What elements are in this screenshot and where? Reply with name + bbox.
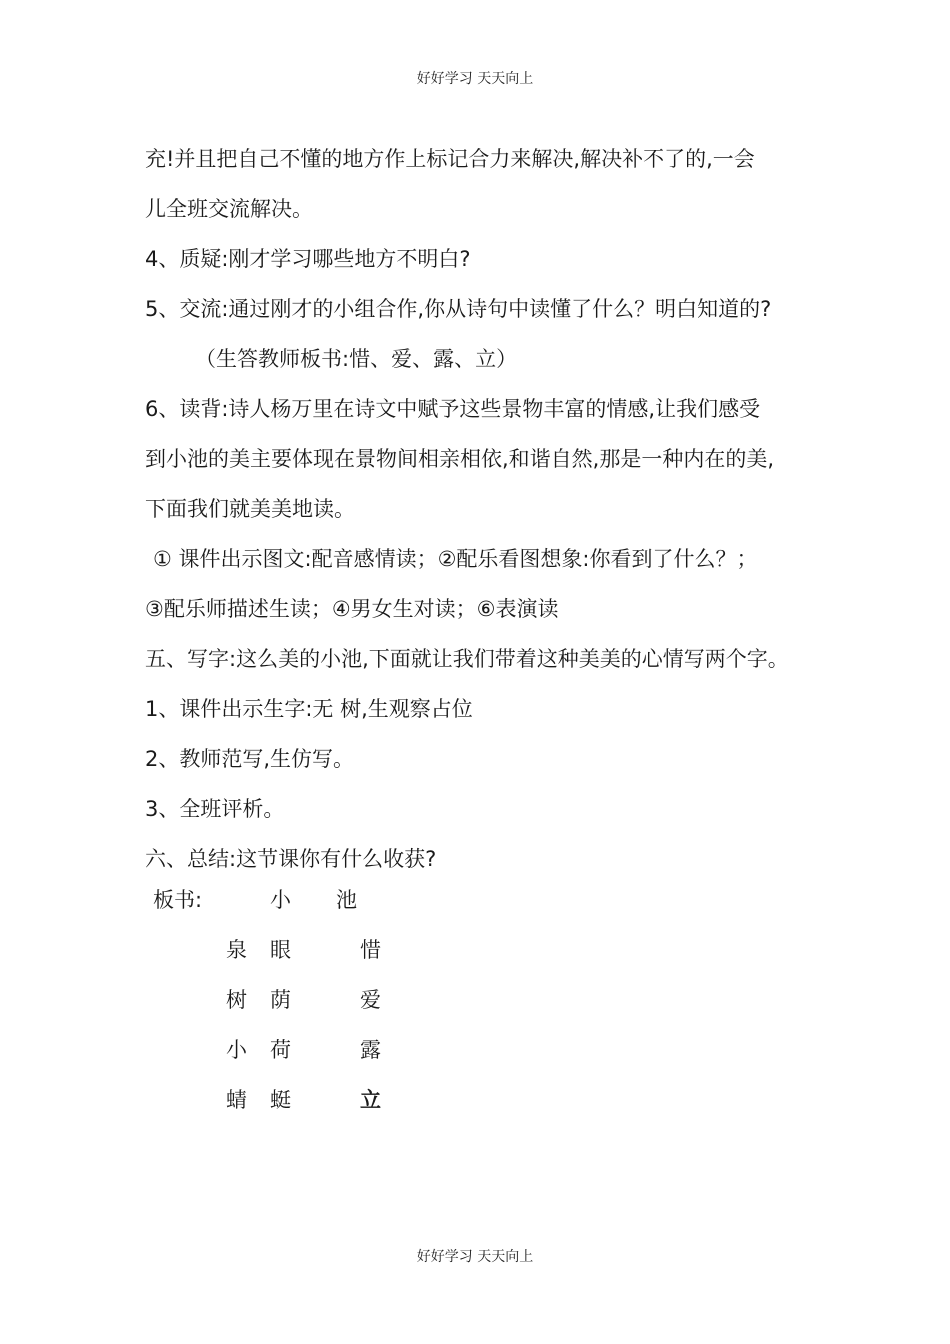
paragraph-line: 到小池的美主要体现在景物间相亲相依,和谐自然,那是一种内在的美, bbox=[145, 447, 775, 471]
board-label: 板书: bbox=[153, 888, 203, 912]
board-cell: 蜓 bbox=[270, 1088, 291, 1112]
paragraph-line: 六、总结:这节课你有什么收获? bbox=[145, 847, 437, 871]
paragraph-line: ③配乐师描述生读；④男女生对读；⑥表演读 bbox=[145, 597, 559, 621]
paragraph-line: 6、读背:诗人杨万里在诗文中赋予这些景物丰富的情感,让我们感受 bbox=[145, 397, 761, 421]
paragraph-line: （生答教师板书:惜、爱、露、立） bbox=[195, 347, 518, 371]
board-cell: 惜 bbox=[360, 938, 381, 962]
board-cell: 蜻 bbox=[226, 1088, 247, 1112]
board-cell: 树 bbox=[226, 988, 247, 1012]
board-cell: 眼 bbox=[270, 938, 291, 962]
board-cell: 露 bbox=[360, 1038, 381, 1062]
paragraph-line: 1、课件出示生字:无 树,生观察占位 bbox=[145, 697, 473, 721]
board-cell: 爱 bbox=[360, 988, 381, 1012]
paragraph-line: 儿全班交流解决。 bbox=[145, 197, 313, 221]
board-cell: 荫 bbox=[270, 988, 291, 1012]
paragraph-line: 4、质疑:刚才学习哪些地方不明白? bbox=[145, 247, 471, 271]
paragraph-line: 下面我们就美美地读。 bbox=[145, 497, 355, 521]
board-cell: 立 bbox=[360, 1088, 381, 1112]
paragraph-line: 2、教师范写,生仿写。 bbox=[145, 747, 355, 771]
board-cell: 荷 bbox=[270, 1038, 291, 1062]
paragraph-line: 充!并且把自己不懂的地方作上标记合力来解决,解决补不了的,一会 bbox=[145, 147, 755, 171]
page-header: 好好学习 天天向上 bbox=[416, 71, 534, 87]
document-body bbox=[145, 134, 835, 884]
paragraph-line: 3、全班评析。 bbox=[145, 797, 285, 821]
board-title-char: 池 bbox=[336, 888, 357, 912]
page-footer: 好好学习 天天向上 bbox=[416, 1249, 534, 1265]
board-title-char: 小 bbox=[270, 888, 291, 912]
board-cell: 小 bbox=[226, 1038, 247, 1062]
board-cell: 泉 bbox=[226, 938, 247, 962]
paragraph-line: ① 课件出示图文:配音感情读；②配乐看图想象:你看到了什么？； bbox=[153, 547, 758, 571]
paragraph-line: 五、写字:这么美的小池,下面就让我们带着这种美美的心情写两个字。 bbox=[145, 647, 789, 671]
paragraph-line: 5、交流:通过刚才的小组合作,你从诗句中读懂了什么？明白知道的? bbox=[145, 297, 772, 321]
